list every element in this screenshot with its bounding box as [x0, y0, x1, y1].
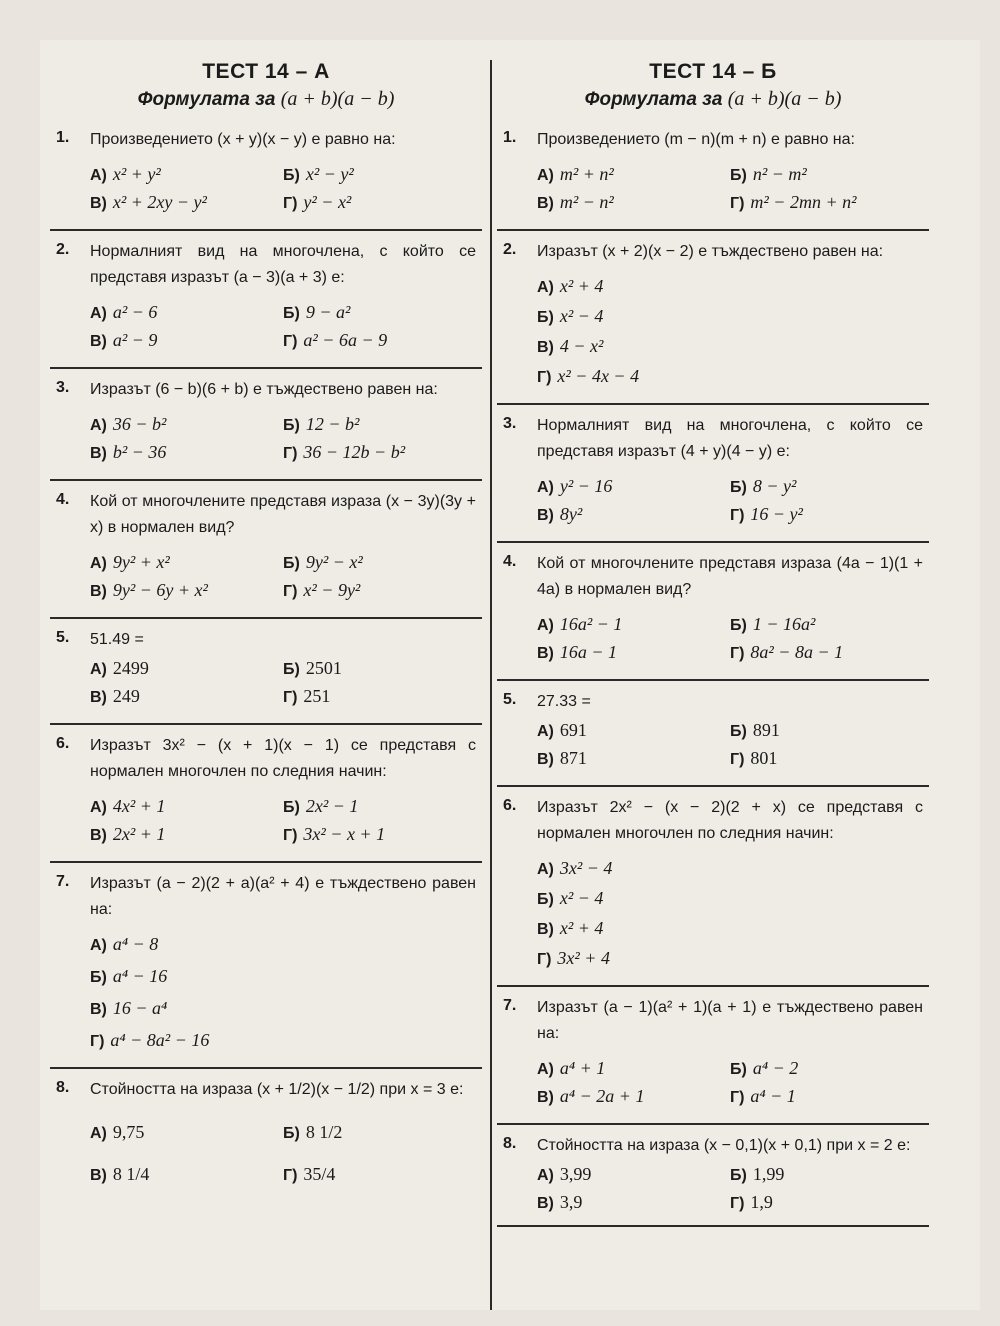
option-value: a² − 6 [112, 302, 158, 322]
option-value: m² + n² [559, 164, 614, 184]
option-value: y² − x² [303, 192, 352, 212]
option-value: 9 − a² [305, 302, 351, 322]
question-text: Изразът (a − 1)(a² + 1)(a + 1) е тъждествено равен на: [537, 999, 923, 1042]
question-number: 6. [503, 797, 517, 814]
option-a[interactable] [537, 857, 923, 881]
option-value: x² − 4x − 4 [557, 366, 640, 386]
option-value: 3x² − x + 1 [303, 824, 386, 844]
option-value: 16a − 1 [559, 642, 618, 662]
option-b[interactable] [283, 1121, 476, 1145]
option-a[interactable] [90, 933, 476, 957]
option-label: А) [537, 279, 554, 296]
option-label: Г) [283, 583, 298, 600]
option-value: x² − 4 [559, 306, 604, 326]
question [497, 543, 929, 681]
option-label: Г) [283, 333, 298, 350]
option-label: А) [90, 305, 107, 322]
question [50, 231, 482, 369]
option-value: 3,99 [559, 1164, 592, 1184]
option-g[interactable] [730, 1191, 923, 1215]
option-b[interactable] [283, 551, 476, 575]
option-g[interactable] [283, 329, 476, 353]
option-v[interactable] [537, 917, 923, 941]
option-g[interactable] [730, 747, 923, 771]
option-label: Г) [730, 1195, 745, 1212]
option-label: Г) [730, 751, 745, 768]
option-value: 12 − b² [305, 414, 360, 434]
question-number: 2. [56, 241, 70, 258]
option-value: a⁴ + 1 [559, 1058, 606, 1078]
test-b-subtitle [497, 88, 929, 111]
option-value: x² + 2xy − y² [112, 192, 207, 212]
option-v[interactable] [537, 1191, 730, 1215]
option-label: Б) [283, 1125, 300, 1142]
option-label: Г) [730, 507, 745, 524]
option-v[interactable] [90, 1163, 283, 1187]
option-a[interactable] [90, 657, 283, 681]
option-g[interactable] [90, 1029, 476, 1053]
option-value: 871 [559, 748, 587, 768]
option-a[interactable] [90, 795, 283, 819]
option-value: 251 [303, 686, 331, 706]
option-label: Г) [730, 195, 745, 212]
option-label: Г) [283, 445, 298, 462]
option-g[interactable] [537, 365, 923, 389]
option-a[interactable] [90, 1121, 283, 1145]
option-value: 3x² + 4 [557, 948, 610, 968]
option-label: В) [90, 333, 107, 350]
option-value: 2501 [305, 658, 342, 678]
question-text: Произведението (x + y)(x − y) е равно на: [90, 131, 396, 148]
question-number: 7. [56, 873, 70, 890]
option-label: В) [90, 1167, 107, 1184]
option-value: 8 1/4 [112, 1164, 150, 1184]
option-label: Б) [283, 417, 300, 434]
option-label: А) [537, 861, 554, 878]
option-value: 8 1/2 [305, 1122, 343, 1142]
option-value: 2x² + 1 [112, 824, 166, 844]
option-label: Б) [283, 305, 300, 322]
option-value: 16 − a⁴ [112, 998, 168, 1018]
question-text: Изразът (a − 2)(2 + a)(a² + 4) е тъждествено равен на: [90, 875, 476, 918]
option-b[interactable] [537, 887, 923, 911]
option-value: x² + 4 [559, 276, 604, 296]
test-b-subtitle-formula: (a + b)(a − b) [727, 88, 842, 110]
option-value: 36 − 12b − b² [303, 442, 406, 462]
question [497, 119, 929, 231]
option-v[interactable] [537, 503, 730, 527]
option-label: Г) [537, 369, 552, 386]
option-label: А) [90, 417, 107, 434]
option-g[interactable] [730, 503, 923, 527]
option-b[interactable] [730, 475, 923, 499]
option-value: 801 [750, 748, 778, 768]
option-label: Б) [730, 1061, 747, 1078]
question-number: 4. [503, 553, 517, 570]
option-g[interactable] [283, 191, 476, 215]
option-value: 1 − 16a² [752, 614, 816, 634]
option-value: 8y² [559, 504, 583, 524]
option-value: a⁴ − 8a² − 16 [110, 1030, 210, 1050]
option-g[interactable] [283, 685, 476, 709]
option-value: 8 − y² [752, 476, 797, 496]
test-a-subtitle [50, 88, 482, 111]
option-label: Г) [283, 195, 298, 212]
option-label: А) [90, 167, 107, 184]
question [497, 787, 929, 987]
option-label: А) [537, 1167, 554, 1184]
option-v[interactable] [90, 997, 476, 1021]
test-a-header [50, 60, 482, 111]
option-value: 4x² + 1 [112, 796, 166, 816]
question-number: 2. [503, 241, 517, 258]
option-a[interactable] [90, 413, 283, 437]
option-label: А) [537, 1061, 554, 1078]
option-label: Г) [537, 951, 552, 968]
question-number: 5. [56, 629, 70, 646]
question [50, 119, 482, 231]
option-label: А) [90, 1125, 107, 1142]
option-g[interactable] [537, 947, 923, 971]
question-number: 1. [56, 129, 70, 146]
question-text: Кой от многочлените представя израза (x − 3y)(3y + x) в нормален вид? [90, 493, 476, 536]
question [50, 1069, 482, 1197]
option-label: А) [537, 167, 554, 184]
option-value: a⁴ − 2a + 1 [559, 1086, 645, 1106]
option-value: a⁴ − 1 [750, 1086, 796, 1106]
question [50, 369, 482, 481]
option-value: a² − 6a − 9 [303, 330, 388, 350]
question [50, 863, 482, 1069]
option-value: m² − n² [559, 192, 614, 212]
option-a[interactable] [537, 613, 730, 637]
option-label: В) [537, 1089, 554, 1106]
option-label: В) [537, 645, 554, 662]
question [50, 481, 482, 619]
option-v[interactable] [90, 685, 283, 709]
option-v[interactable] [537, 335, 923, 359]
option-a[interactable] [90, 551, 283, 575]
option-a[interactable] [537, 475, 730, 499]
question-number: 5. [503, 691, 517, 708]
question-text: Кой от многочлените представя израза (4a − 1)(1 + 4a) в нормален вид? [537, 555, 923, 598]
option-value: a² − 9 [112, 330, 158, 350]
option-label: Б) [730, 1167, 747, 1184]
option-g[interactable] [283, 441, 476, 465]
option-a[interactable] [537, 275, 923, 299]
option-value: 16a² − 1 [559, 614, 623, 634]
option-label: В) [537, 339, 554, 356]
option-value: 9y² − x² [305, 552, 363, 572]
option-label: В) [90, 689, 107, 706]
option-b[interactable] [730, 1163, 923, 1187]
test-a-subtitle-formula: (a + b)(a − b) [280, 88, 395, 110]
option-value: y² − 16 [559, 476, 613, 496]
option-value: 891 [752, 720, 780, 740]
option-v[interactable] [90, 823, 283, 847]
option-b[interactable] [90, 965, 476, 989]
option-label: В) [537, 507, 554, 524]
test-b-column [497, 60, 929, 1227]
option-label: Г) [730, 1089, 745, 1106]
column-divider [490, 60, 492, 1310]
question-number: 4. [56, 491, 70, 508]
option-v[interactable] [90, 579, 283, 603]
option-label: А) [90, 799, 107, 816]
option-value: 249 [112, 686, 140, 706]
option-value: a⁴ − 2 [752, 1058, 799, 1078]
question-text: 27.33 = [537, 693, 591, 710]
option-label: А) [537, 617, 554, 634]
option-b[interactable] [730, 613, 923, 637]
option-a[interactable] [537, 163, 730, 187]
question-number: 7. [503, 997, 517, 1014]
option-label: Б) [730, 723, 747, 740]
option-v[interactable] [90, 329, 283, 353]
option-label: Г) [283, 689, 298, 706]
option-value: a⁴ − 8 [112, 934, 159, 954]
option-value: x² − 9y² [303, 580, 361, 600]
option-value: 4 − x² [559, 336, 604, 356]
option-label: Г) [90, 1033, 105, 1050]
option-label: В) [90, 827, 107, 844]
option-a[interactable] [90, 301, 283, 325]
option-value: 691 [559, 720, 587, 740]
option-label: Б) [730, 479, 747, 496]
option-v[interactable] [90, 441, 283, 465]
option-b[interactable] [283, 413, 476, 437]
option-value: 3,9 [559, 1192, 583, 1212]
option-b[interactable] [730, 719, 923, 743]
option-label: В) [537, 751, 554, 768]
test-b-header [497, 60, 929, 111]
option-value: m² − 2mn + n² [750, 192, 857, 212]
option-g[interactable] [730, 1085, 923, 1109]
option-v[interactable] [90, 191, 283, 215]
question-number: 3. [503, 415, 517, 432]
option-v[interactable] [537, 191, 730, 215]
question-text: Изразът (6 − b)(6 + b) е тъждествено равен на: [90, 381, 438, 398]
test-a-column [50, 60, 482, 1197]
option-value: x² − 4 [559, 888, 604, 908]
option-b[interactable] [283, 657, 476, 681]
option-label: Г) [730, 645, 745, 662]
question [497, 405, 929, 543]
option-b[interactable] [283, 301, 476, 325]
option-a[interactable] [537, 1163, 730, 1187]
question-number: 6. [56, 735, 70, 752]
option-b[interactable] [730, 163, 923, 187]
question [497, 681, 929, 787]
question-text: 51.49 = [90, 631, 144, 648]
option-value: 9y² − 6y + x² [112, 580, 208, 600]
option-b[interactable] [283, 163, 476, 187]
option-v[interactable] [537, 747, 730, 771]
option-b[interactable] [283, 795, 476, 819]
option-value: 3x² − 4 [559, 858, 613, 878]
question-text: Изразът 3x² − (x + 1)(x − 1) се представя с нормален многочлен по следния начин: [90, 737, 476, 780]
option-value: 35/4 [303, 1164, 336, 1184]
option-label: Б) [730, 617, 747, 634]
option-a[interactable] [537, 1057, 730, 1081]
option-label: В) [90, 583, 107, 600]
option-g[interactable] [283, 579, 476, 603]
option-value: n² − m² [752, 164, 807, 184]
question-text: Стойността на израза (x − 0,1)(x + 0,1) при x = 2 е: [537, 1137, 911, 1154]
option-value: 36 − b² [112, 414, 167, 434]
option-value: x² + 4 [559, 918, 604, 938]
option-value: 1,99 [752, 1164, 785, 1184]
option-value: 2x² − 1 [305, 796, 359, 816]
option-value: 9,75 [112, 1122, 145, 1142]
option-value: 1,9 [750, 1192, 773, 1212]
option-label: А) [90, 555, 107, 572]
option-label: В) [90, 445, 107, 462]
question [497, 1125, 929, 1227]
option-g[interactable] [283, 1163, 476, 1187]
test-b-title: ТЕСТ 14 – Б [649, 60, 777, 83]
option-label: В) [537, 1195, 554, 1212]
option-label: Б) [537, 309, 554, 326]
option-label: Б) [283, 555, 300, 572]
option-label: Б) [730, 167, 747, 184]
option-v[interactable] [537, 1085, 730, 1109]
question [50, 619, 482, 725]
option-g[interactable] [730, 191, 923, 215]
question-text: Нормалният вид на многочлена, с който се представя изразът (4 + y)(4 − y) е: [537, 417, 923, 460]
option-value: 8a² − 8a − 1 [750, 642, 844, 662]
test-a-subtitle-text: Формулата за [137, 89, 276, 110]
option-g[interactable] [730, 641, 923, 665]
question-text: Нормалният вид на многочлена, с който се представя изразът (a − 3)(a + 3) е: [90, 243, 476, 286]
option-a[interactable] [537, 719, 730, 743]
option-label: Б) [537, 891, 554, 908]
option-label: А) [90, 937, 107, 954]
option-label: В) [90, 195, 107, 212]
option-value: x² + y² [112, 164, 161, 184]
option-label: Б) [283, 661, 300, 678]
option-label: В) [537, 921, 554, 938]
option-value: 2499 [112, 658, 149, 678]
question-text: Изразът 2x² − (x − 2)(2 + x) се представя с нормален многочлен по следния начин: [537, 799, 923, 842]
option-label: В) [90, 1001, 107, 1018]
option-label: В) [537, 195, 554, 212]
option-label: А) [537, 479, 554, 496]
option-b[interactable] [730, 1057, 923, 1081]
question-text: Стойността на израза (x + 1/2)(x − 1/2) при x = 3 е: [90, 1081, 464, 1098]
option-label: Б) [283, 799, 300, 816]
question-number: 8. [56, 1079, 70, 1096]
question [497, 231, 929, 405]
option-label: А) [90, 661, 107, 678]
option-label: Г) [283, 1167, 298, 1184]
question-text: Произведението (m − n)(m + n) е равно на: [537, 131, 855, 148]
question-number: 1. [503, 129, 517, 146]
question-number: 3. [56, 379, 70, 396]
option-value: 9y² + x² [112, 552, 170, 572]
option-v[interactable] [537, 641, 730, 665]
option-label: Г) [283, 827, 298, 844]
option-label: Б) [283, 167, 300, 184]
option-b[interactable] [537, 305, 923, 329]
test-a-title: ТЕСТ 14 – А [202, 60, 330, 83]
question [50, 725, 482, 863]
option-value: 16 − y² [750, 504, 803, 524]
test-b-subtitle-text: Формулата за [584, 89, 723, 110]
option-a[interactable] [90, 163, 283, 187]
option-label: Б) [90, 969, 107, 986]
option-value: x² − y² [305, 164, 354, 184]
option-value: a⁴ − 16 [112, 966, 168, 986]
question-number: 8. [503, 1135, 517, 1152]
question [497, 987, 929, 1125]
option-g[interactable] [283, 823, 476, 847]
question-text: Изразът (x + 2)(x − 2) е тъждествено равен на: [537, 243, 884, 260]
option-value: b² − 36 [112, 442, 167, 462]
option-label: А) [537, 723, 554, 740]
